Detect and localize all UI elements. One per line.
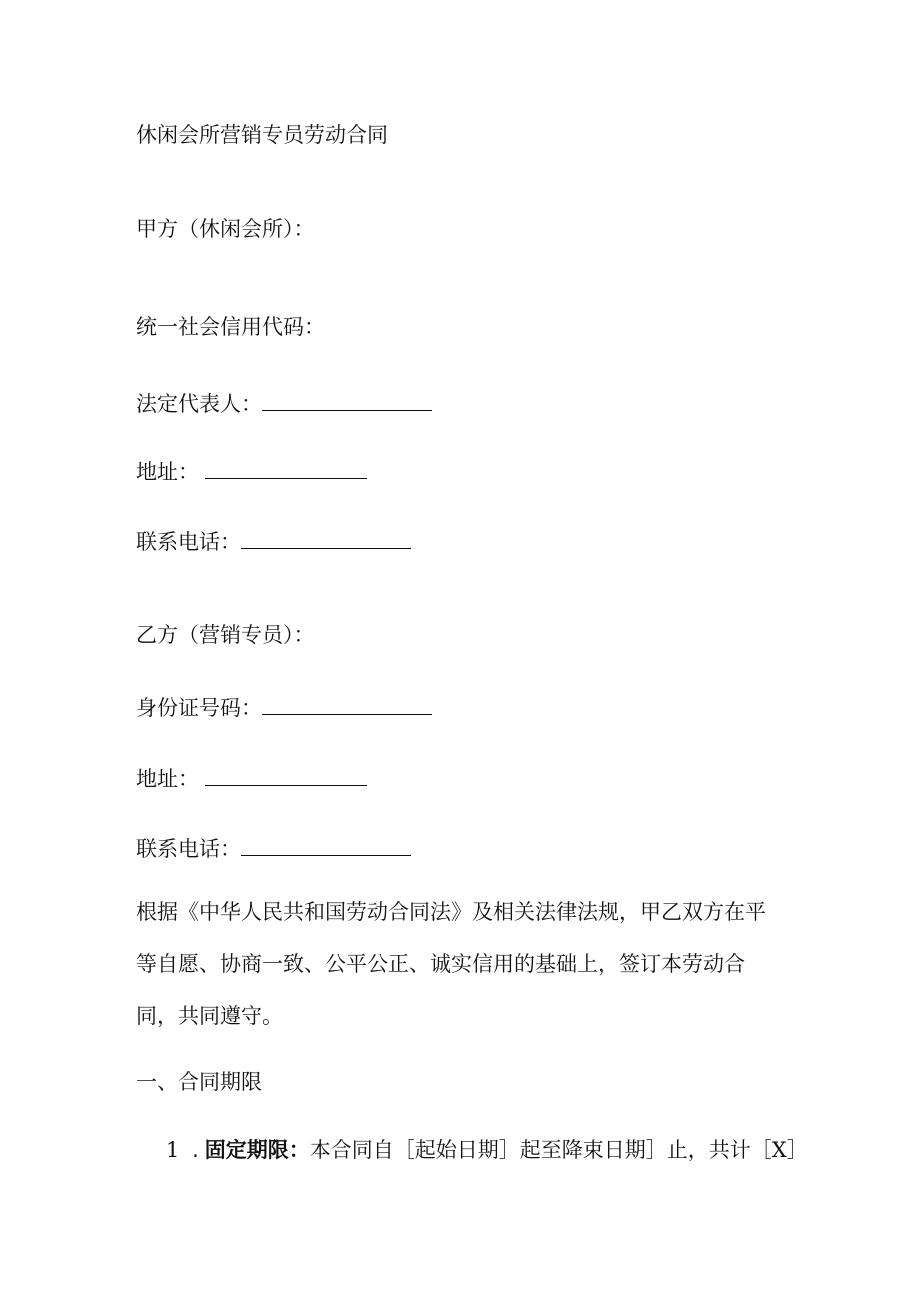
credit-code-row [136,312,325,342]
fixed-term-text: 本合同自［起始日期］起至降束日期］止，共计 [309,1138,751,1162]
party-b-address-row [136,763,367,794]
legal-rep-blank[interactable] [262,388,432,411]
party-a-phone-label: 联系电话： [136,530,241,554]
id-number-row [136,692,432,723]
item-number: 1 [166,1138,180,1162]
party-a-heading: 甲方（休闲会所）： [136,217,315,241]
credit-code-label: 统一社会信用代码： [136,315,325,339]
party-b-phone-label: 联系电话： [136,837,241,861]
party-a-address-blank[interactable] [205,456,367,479]
term-years-placeholder: ［X］ [750,1138,808,1162]
party-b-phone-row [136,833,411,864]
legal-rep-row [136,388,432,419]
section-1-heading: 一、合同期限 [136,1070,262,1094]
party-a-address-row [136,456,367,487]
contract-title: 休闲会所营销专员劳动合同 [136,123,388,147]
party-b-address-blank[interactable] [205,763,367,786]
party-a-phone-row [136,526,411,557]
party-b-heading: 乙方（营销专员）： [136,623,315,647]
item-dot: . [192,1138,199,1162]
party-a-address-label: 地址： [136,460,199,484]
legal-rep-label: 法定代表人： [136,392,262,416]
party-b-phone-blank[interactable] [241,833,411,856]
fixed-term-label: 固定期限： [204,1138,310,1162]
id-number-blank[interactable] [262,692,432,715]
party-a-phone-blank[interactable] [241,526,411,549]
section-1-item-1 [166,1135,808,1165]
party-b-address-label: 地址： [136,767,199,791]
id-number-label: 身份证号码： [136,696,262,720]
preamble-paragraph: 根据《中华人民共和国劳动合同法》及相关法律法规，甲乙双方在平等自愿、协商一致、公平公正、诚实信用的基础上，签订本劳动合同，共同遵守。 [136,900,766,1028]
